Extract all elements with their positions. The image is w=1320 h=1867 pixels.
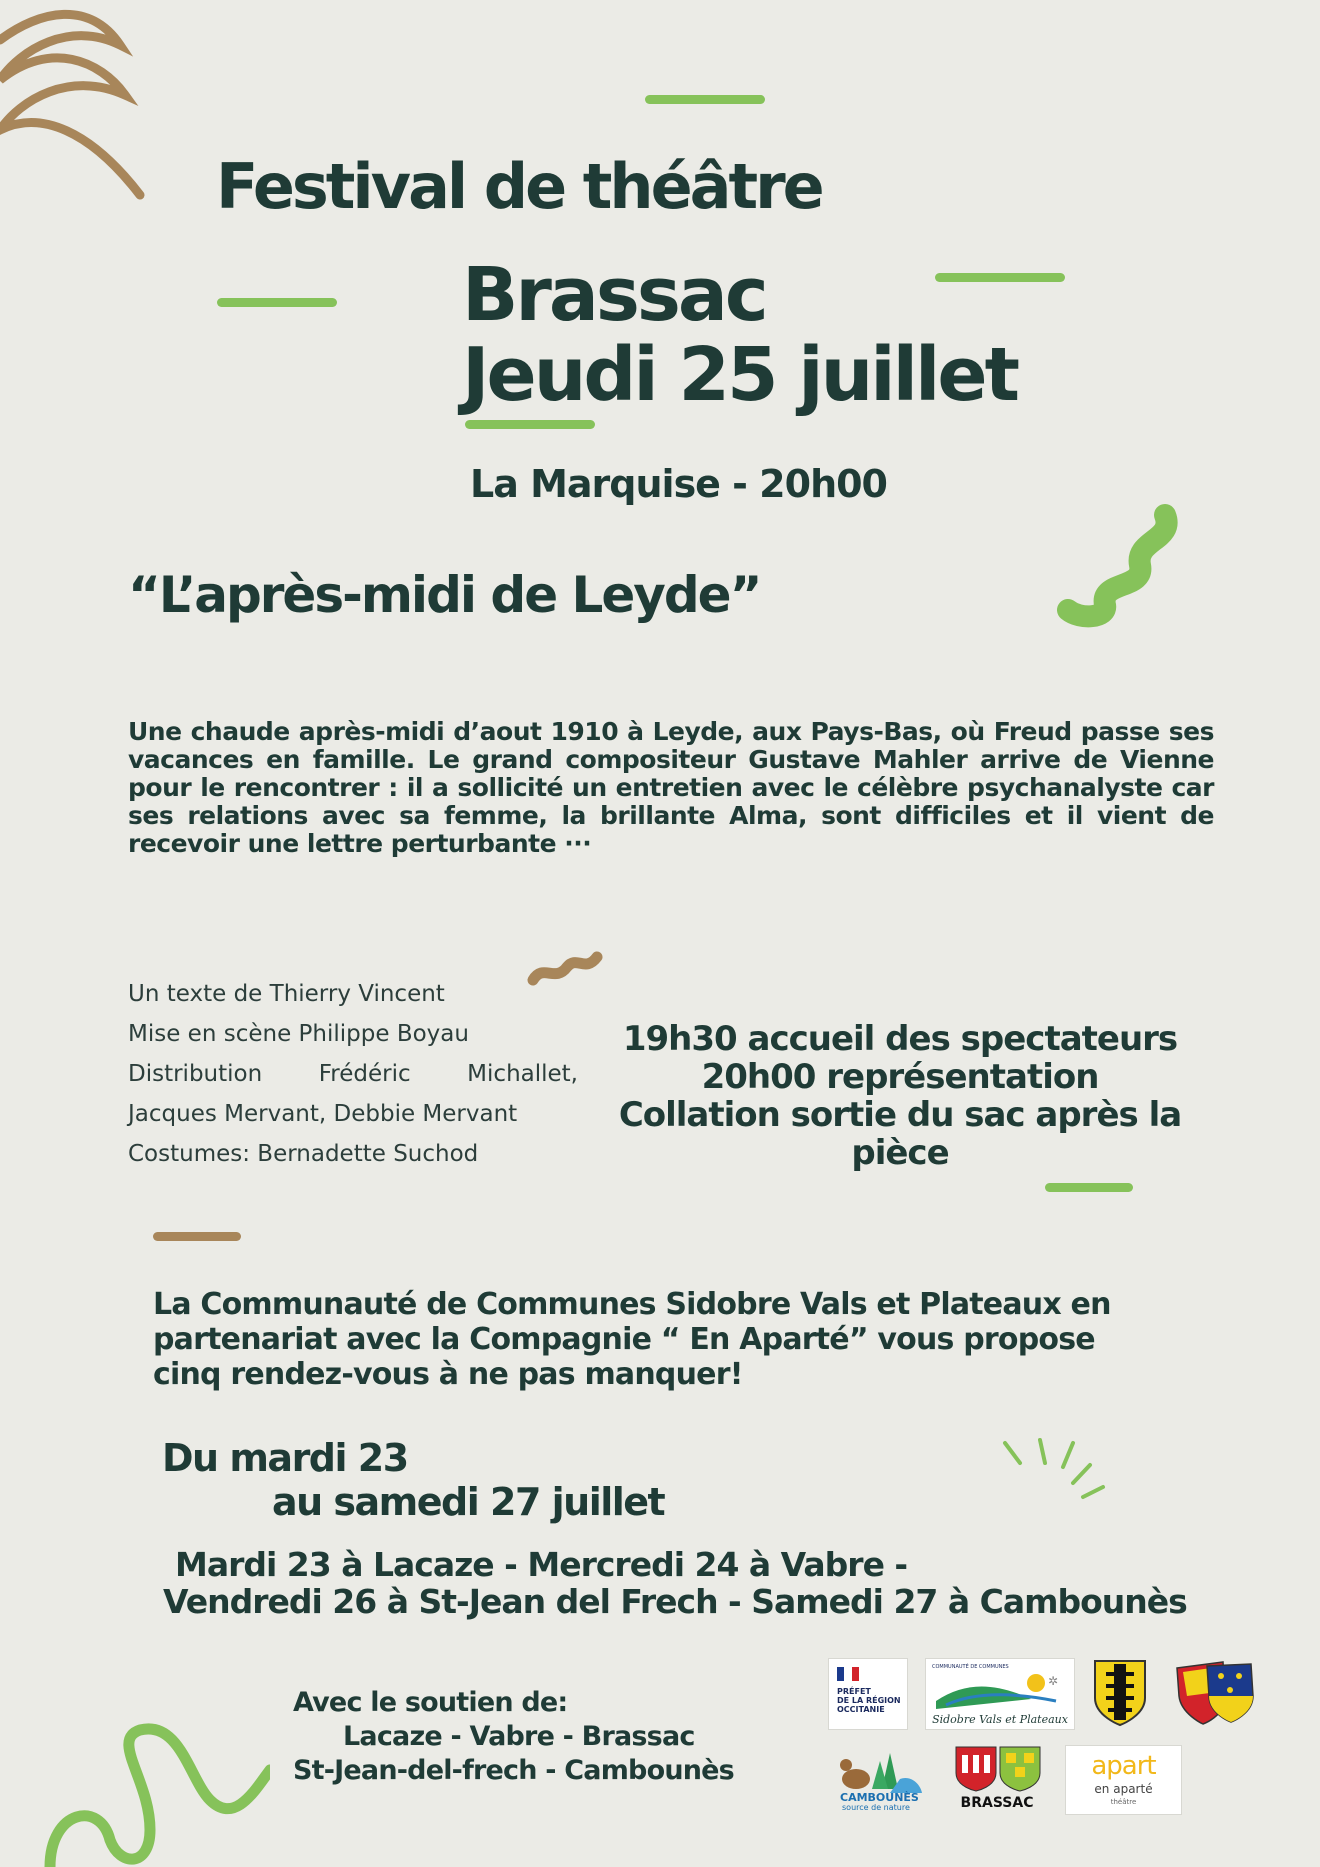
- period-to: au samedi 27 juillet: [272, 1480, 665, 1524]
- brassac-logo: BRASSAC: [948, 1745, 1046, 1813]
- cambounes-logo: CAMBOUNÈS source de nature: [828, 1747, 924, 1813]
- brown-dash-decoration: [153, 1232, 241, 1241]
- support-block: [293, 1686, 734, 1788]
- venue-time: La Marquise - 20h00: [470, 462, 887, 506]
- festival-date: Jeudi 25 juillet: [462, 332, 1017, 418]
- french-flag-icon: [837, 1667, 859, 1681]
- festival-title: Festival de théâtre: [216, 150, 822, 223]
- green-dash-decoration: [1045, 1183, 1133, 1192]
- period-from: Du mardi 23: [162, 1436, 408, 1480]
- play-title: “L’après-midi de Leyde”: [128, 566, 761, 624]
- brown-scribble-decoration: [0, 0, 150, 200]
- svg-text:✲: ✲: [1048, 1674, 1059, 1688]
- green-squiggle-decoration: [1050, 500, 1180, 630]
- play-synopsis: Une chaude après-midi d’aout 1910 à Leyde, aux Pays-Bas, où Freud passe ses vacances en famille. Le grand compositeur Gustave Mahler arrive de Vienne pour le rencontrer : il a sollicité un entretien avec le célèbre psychanalyste car ses relations avec sa femme, la brillante Alma, sont difficiles et il vient de recevoir une lettre perturbante ···: [128, 717, 1214, 858]
- green-loop-decoration: [40, 1720, 270, 1867]
- schedule-line: 20h00 représentation: [701, 1057, 1099, 1097]
- credit-line: Distribution Frédéric Michallet,: [128, 1061, 578, 1087]
- green-dash-decoration: [465, 420, 595, 429]
- landscape-icon: [936, 1671, 1066, 1709]
- credits-block: [128, 974, 578, 1174]
- green-dash-decoration: [935, 273, 1065, 282]
- coat-of-arms-red-blue-icon: [1173, 1658, 1257, 1728]
- credit-line: Mise en scène Philippe Boyau: [128, 1021, 469, 1047]
- credit-line: Jacques Mervant, Debbie Mervant: [128, 1101, 518, 1127]
- partnership-text: La Communauté de Communes Sidobre Vals et Plateaux en partenariat avec la Compagnie “ En Aparté” vous propose cinq rendez-vous à ne pas manquer!: [153, 1287, 1111, 1392]
- coat-of-arms-black-yellow-icon: [1092, 1658, 1148, 1728]
- sidobre-vals-plateaux-logo: COMMUNAUTÉ DE COMMUNES ✲ Sidobre Vals et Plateaux: [925, 1658, 1075, 1730]
- support-line: Lacaze - Vabre - Brassac: [343, 1721, 695, 1752]
- tour-dates-line: Mardi 23 à Lacaze - Mercredi 24 à Vabre -: [175, 1545, 908, 1584]
- schedule-line: Collation sortie du sac après la pièce: [618, 1095, 1182, 1173]
- deer-icon: [830, 1749, 922, 1793]
- prefet-occitanie-logo: PRÉFET DE LA RÉGION OCCITANIE: [828, 1658, 908, 1730]
- credit-line: Costumes: Bernadette Suchod: [128, 1141, 479, 1167]
- schedule-line: 19h30 accueil des spectateurs: [622, 1019, 1178, 1059]
- green-sparkle-decoration: [995, 1435, 1115, 1515]
- green-dash-decoration: [645, 95, 765, 104]
- en-aparte-logo: apart en aparté théâtre: [1065, 1745, 1182, 1815]
- tour-dates-line: Vendredi 26 à St-Jean del Frech - Samedi 27 à Cambounès: [163, 1582, 1187, 1621]
- brassac-coat-of-arms-icon: [954, 1745, 1042, 1793]
- green-dash-decoration: [217, 298, 337, 307]
- support-label: Avec le soutien de:: [293, 1687, 568, 1718]
- credit-line: Un texte de Thierry Vincent: [128, 981, 445, 1007]
- festival-city: Brassac: [462, 252, 766, 338]
- schedule-block: [580, 1020, 1220, 1172]
- support-line: St-Jean-del-frech - Cambounès: [293, 1755, 734, 1786]
